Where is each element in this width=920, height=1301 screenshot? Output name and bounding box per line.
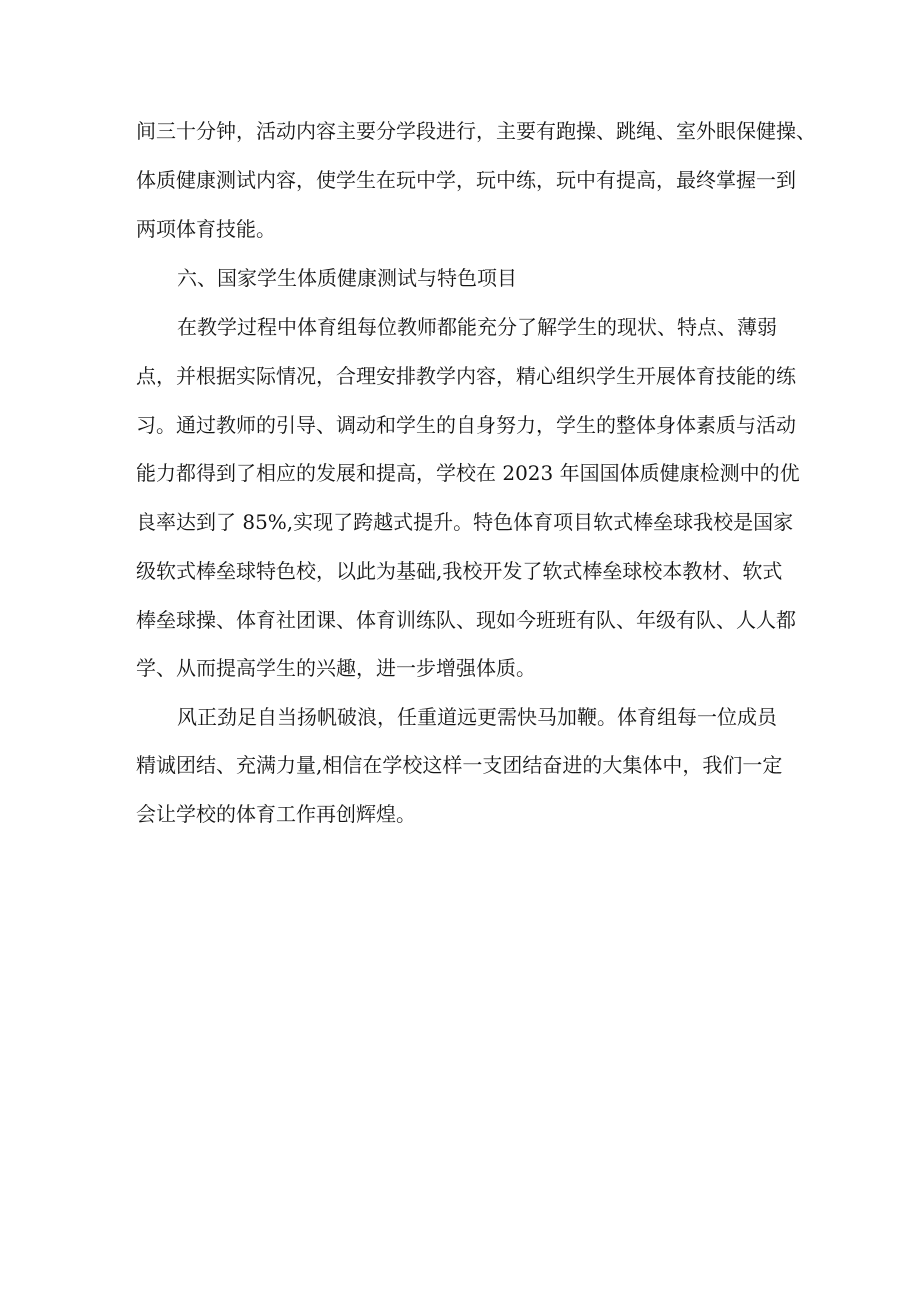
text-line-content: 级软式棒垒球特色校，以此为基础,我校开发了软式棒垒球校本教材、软式 xyxy=(136,559,783,583)
text-line-content: 两项体育技能。 xyxy=(136,217,276,241)
text-line xyxy=(0,648,920,688)
text-line-content: 会让学校的体育工作再创辉煌。 xyxy=(136,802,416,826)
text-line xyxy=(0,111,920,151)
text-line xyxy=(0,745,920,785)
text-line-content: 能力都得到了相应的发展和提高，学校在 2023 年国国体质健康检测中的优 xyxy=(136,461,800,485)
text-line xyxy=(0,209,920,249)
text-line xyxy=(0,160,920,200)
text-line-content: 在教学过程中体育组每位教师都能充分了解学生的现状、特点、薄弱 xyxy=(177,315,777,339)
text-line-content: 棒垒球操、体育社团课、体育训练队、现如今班班有队、年级有队、人人都 xyxy=(136,608,796,632)
text-line xyxy=(0,453,920,493)
section-heading xyxy=(0,258,920,298)
section-heading-text: 六、国家学生体质健康测试与特色项目 xyxy=(177,266,517,290)
text-line xyxy=(0,356,920,396)
text-line-content: 学、从而提高学生的兴趣，进一步增强体质。 xyxy=(136,656,536,680)
text-line xyxy=(0,405,920,445)
text-line xyxy=(0,600,920,640)
text-line-content: 精诚团结、充满力量,相信在学校这样一支团结奋进的大集体中，我们一定 xyxy=(136,753,783,777)
text-line-content: 体质健康测试内容，使学生在玩中学，玩中练，玩中有提高，最终掌握一到 xyxy=(136,168,796,192)
text-line xyxy=(0,697,920,737)
text-line xyxy=(0,307,920,347)
text-line xyxy=(0,794,920,834)
text-line-content: 良率达到了 85%,实现了跨越式提升。特色体育项目软式棒垒球我校是国家 xyxy=(136,510,794,534)
text-line-content: 风正劲足自当扬帆破浪，任重道远更需快马加鞭。体育组每一位成员 xyxy=(177,705,777,729)
text-line-content: 习。通过教师的引导、调动和学生的自身努力，学生的整体身体素质与活动 xyxy=(136,413,796,437)
text-line-content: 间三十分钟，活动内容主要分学段进行，主要有跑操、跳绳、室外眼保健操、 xyxy=(136,119,816,143)
text-line xyxy=(0,502,920,542)
text-line xyxy=(0,551,920,591)
text-line-content: 点，并根据实际情况，合理安排教学内容，精心组织学生开展体育技能的练 xyxy=(136,364,796,388)
